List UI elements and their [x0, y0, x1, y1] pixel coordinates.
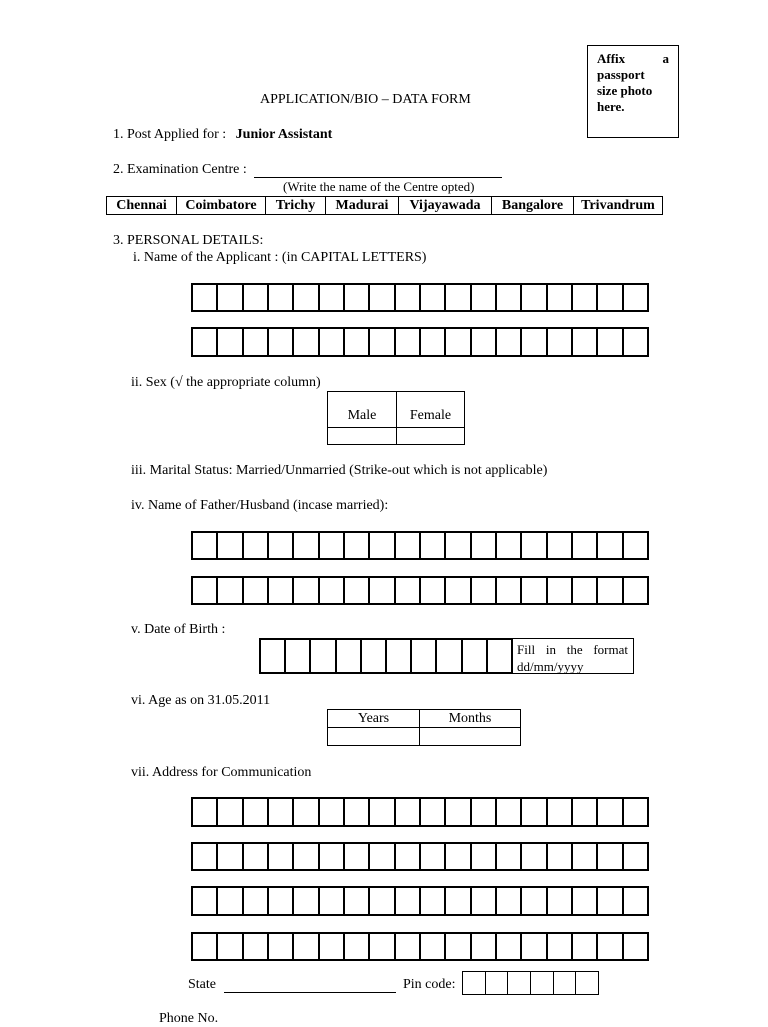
char-box[interactable]: [573, 888, 598, 914]
char-box[interactable]: [576, 972, 599, 994]
char-box[interactable]: [446, 888, 471, 914]
char-box[interactable]: [320, 578, 345, 603]
char-box[interactable]: [446, 799, 471, 825]
pin-code-boxes[interactable]: [462, 971, 599, 995]
char-box[interactable]: [421, 329, 446, 355]
char-box[interactable]: [269, 285, 294, 310]
char-box[interactable]: [463, 972, 486, 994]
char-box[interactable]: [345, 578, 370, 603]
char-box[interactable]: [320, 844, 345, 869]
char-box[interactable]: [573, 533, 598, 558]
char-box[interactable]: [193, 844, 218, 869]
char-box[interactable]: [294, 285, 319, 310]
char-box[interactable]: [370, 799, 395, 825]
applicant-name-boxes-line1[interactable]: [191, 283, 649, 312]
char-box[interactable]: [218, 888, 243, 914]
centre-option-chennai: Chennai: [107, 197, 177, 214]
char-box[interactable]: [573, 578, 598, 603]
char-box[interactable]: [463, 640, 488, 672]
char-box[interactable]: [193, 285, 218, 310]
exam-centre-input-line[interactable]: [254, 163, 502, 178]
char-box[interactable]: [497, 799, 522, 825]
char-box[interactable]: [396, 285, 421, 310]
char-box[interactable]: [598, 799, 623, 825]
char-box[interactable]: [370, 888, 395, 914]
char-box[interactable]: [446, 285, 471, 310]
char-box[interactable]: [548, 888, 573, 914]
age-months-header: Months: [448, 710, 492, 726]
char-box[interactable]: [218, 329, 243, 355]
char-box[interactable]: [269, 533, 294, 558]
dob-format-note: [512, 638, 634, 674]
char-box[interactable]: [446, 533, 471, 558]
char-box[interactable]: [337, 640, 362, 672]
char-box[interactable]: [497, 533, 522, 558]
sex-female-checkbox[interactable]: [397, 428, 464, 445]
dob-note-word-3: the: [566, 642, 583, 657]
char-box[interactable]: [531, 972, 554, 994]
char-box[interactable]: [437, 640, 462, 672]
char-box[interactable]: [320, 533, 345, 558]
char-box[interactable]: [624, 285, 649, 310]
char-box[interactable]: [508, 972, 531, 994]
char-box[interactable]: [294, 533, 319, 558]
char-box[interactable]: [387, 640, 412, 672]
char-box[interactable]: [412, 640, 437, 672]
dob-note-word-2: in: [545, 642, 556, 657]
address-boxes-line4[interactable]: [191, 932, 649, 961]
char-box[interactable]: [624, 934, 649, 959]
char-box[interactable]: [522, 329, 547, 355]
char-box[interactable]: [472, 934, 497, 959]
char-box[interactable]: [269, 329, 294, 355]
dob-note-word-1: Fill: [517, 642, 536, 657]
char-box[interactable]: [294, 844, 319, 869]
char-box[interactable]: [396, 329, 421, 355]
photo-text-affix: Affix: [597, 51, 626, 66]
char-box[interactable]: [446, 934, 471, 959]
char-box[interactable]: [421, 888, 446, 914]
sex-male-header: Male: [328, 392, 397, 427]
char-box[interactable]: [345, 285, 370, 310]
char-box[interactable]: [294, 799, 319, 825]
char-box[interactable]: [244, 888, 269, 914]
sex-male-checkbox[interactable]: [328, 428, 397, 445]
char-box[interactable]: [573, 329, 598, 355]
age-years-header: Years: [328, 710, 420, 727]
char-box[interactable]: [421, 844, 446, 869]
age-label: vi. Age as on 31.05.2011: [131, 693, 271, 708]
centre-option-coimbatore: Coimbatore: [177, 197, 266, 214]
char-box[interactable]: [522, 799, 547, 825]
char-box[interactable]: [522, 844, 547, 869]
char-box[interactable]: [486, 972, 509, 994]
char-box[interactable]: [497, 578, 522, 603]
char-box[interactable]: [598, 578, 623, 603]
centre-option-trichy: Trichy: [266, 197, 326, 214]
char-box[interactable]: [193, 799, 218, 825]
char-box[interactable]: [370, 578, 395, 603]
dob-note-word-4: format: [593, 642, 628, 657]
char-box[interactable]: [573, 934, 598, 959]
char-box[interactable]: [548, 799, 573, 825]
char-box[interactable]: [396, 533, 421, 558]
address-label: vii. Address for Communication: [131, 765, 312, 780]
photo-text-line2: passport: [597, 67, 645, 82]
char-box[interactable]: [370, 285, 395, 310]
char-box[interactable]: [472, 329, 497, 355]
char-box[interactable]: [554, 972, 577, 994]
dob-note-format: dd/mm/yyyy: [517, 659, 584, 674]
char-box[interactable]: [446, 844, 471, 869]
personal-details-heading: 3. PERSONAL DETAILS:: [113, 233, 264, 248]
char-box[interactable]: [269, 844, 294, 869]
char-box[interactable]: [320, 799, 345, 825]
address-boxes-line2[interactable]: [191, 842, 649, 871]
exam-centre-label: 2. Examination Centre :: [113, 162, 247, 177]
form-title: APPLICATION/BIO – DATA FORM: [260, 92, 471, 107]
char-box[interactable]: [472, 799, 497, 825]
applicant-name-label: i. Name of the Applicant : (in CAPITAL LETTERS): [133, 250, 427, 265]
char-box[interactable]: [362, 640, 387, 672]
char-box[interactable]: [548, 934, 573, 959]
char-box[interactable]: [548, 844, 573, 869]
post-applied-row: [113, 127, 332, 143]
char-box[interactable]: [573, 285, 598, 310]
char-box[interactable]: [294, 934, 319, 959]
char-box[interactable]: [320, 934, 345, 959]
char-box[interactable]: [261, 640, 286, 672]
char-box[interactable]: [370, 329, 395, 355]
char-box[interactable]: [624, 533, 649, 558]
char-box[interactable]: [497, 934, 522, 959]
char-box[interactable]: [320, 888, 345, 914]
char-box[interactable]: [218, 934, 243, 959]
char-box[interactable]: [218, 799, 243, 825]
char-box[interactable]: [522, 285, 547, 310]
char-box[interactable]: [244, 578, 269, 603]
father-name-boxes-line1[interactable]: [191, 531, 649, 560]
char-box[interactable]: [598, 533, 623, 558]
char-box[interactable]: [421, 578, 446, 603]
sex-table: [327, 391, 465, 445]
char-box[interactable]: [193, 934, 218, 959]
char-box[interactable]: [345, 329, 370, 355]
char-box[interactable]: [421, 533, 446, 558]
age-months-input[interactable]: [420, 728, 520, 745]
centre-option-trivandrum: Trivandrum: [581, 198, 655, 213]
char-box[interactable]: [624, 844, 649, 869]
char-box[interactable]: [244, 329, 269, 355]
char-box[interactable]: [345, 799, 370, 825]
char-box[interactable]: [624, 888, 649, 914]
char-box[interactable]: [421, 285, 446, 310]
char-box[interactable]: [522, 934, 547, 959]
char-box[interactable]: [472, 578, 497, 603]
char-box[interactable]: [488, 640, 513, 672]
char-box[interactable]: [193, 888, 218, 914]
sex-label: ii. Sex (√ the appropriate column): [131, 375, 321, 390]
char-box[interactable]: [446, 578, 471, 603]
char-box[interactable]: [598, 329, 623, 355]
dob-boxes[interactable]: [259, 638, 513, 674]
char-box[interactable]: [421, 934, 446, 959]
char-box[interactable]: [370, 533, 395, 558]
photo-text-line3: size photo: [597, 83, 653, 98]
photo-placeholder-box: [587, 45, 679, 138]
char-box[interactable]: [193, 329, 218, 355]
father-name-label: iv. Name of Father/Husband (incase married):: [131, 498, 389, 513]
char-box[interactable]: [522, 533, 547, 558]
char-box[interactable]: [472, 533, 497, 558]
centre-option-bangalore: Bangalore: [492, 197, 574, 214]
applicant-name-boxes-line2[interactable]: [191, 327, 649, 357]
char-box[interactable]: [472, 285, 497, 310]
char-box[interactable]: [522, 888, 547, 914]
char-box[interactable]: [598, 888, 623, 914]
state-label: State: [188, 977, 216, 992]
char-box[interactable]: [269, 934, 294, 959]
char-box[interactable]: [370, 934, 395, 959]
marital-status-text: iii. Marital Status: Married/Unmarried (Strike-out which is not applicable): [131, 463, 548, 478]
char-box[interactable]: [218, 533, 243, 558]
char-box[interactable]: [548, 329, 573, 355]
post-label: 1. Post Applied for :: [113, 127, 227, 142]
age-years-input[interactable]: [328, 728, 420, 745]
char-box[interactable]: [193, 578, 218, 603]
char-box[interactable]: [345, 934, 370, 959]
char-box[interactable]: [244, 285, 269, 310]
char-box[interactable]: [472, 888, 497, 914]
char-box[interactable]: [573, 844, 598, 869]
char-box[interactable]: [269, 799, 294, 825]
char-box[interactable]: [286, 640, 311, 672]
char-box[interactable]: [396, 578, 421, 603]
char-box[interactable]: [497, 888, 522, 914]
char-box[interactable]: [320, 329, 345, 355]
char-box[interactable]: [497, 285, 522, 310]
char-box[interactable]: [446, 329, 471, 355]
char-box[interactable]: [218, 285, 243, 310]
char-box[interactable]: [345, 533, 370, 558]
char-box[interactable]: [497, 844, 522, 869]
father-name-boxes-line2[interactable]: [191, 576, 649, 605]
char-box[interactable]: [244, 934, 269, 959]
exam-centre-note: (Write the name of the Centre opted): [283, 179, 475, 194]
char-box[interactable]: [396, 844, 421, 869]
char-box[interactable]: [269, 888, 294, 914]
char-box[interactable]: [218, 844, 243, 869]
char-box[interactable]: [320, 285, 345, 310]
char-box[interactable]: [311, 640, 336, 672]
char-box[interactable]: [472, 844, 497, 869]
char-box[interactable]: [269, 578, 294, 603]
photo-text-line4: here.: [597, 99, 625, 114]
char-box[interactable]: [294, 888, 319, 914]
state-row: [188, 977, 396, 993]
char-box[interactable]: [624, 799, 649, 825]
char-box[interactable]: [396, 934, 421, 959]
char-box[interactable]: [193, 533, 218, 558]
char-box[interactable]: [294, 329, 319, 355]
address-boxes-line3[interactable]: [191, 886, 649, 916]
centre-option-madurai: Madurai: [326, 197, 399, 214]
char-box[interactable]: [598, 285, 623, 310]
char-box[interactable]: [548, 285, 573, 310]
pin-code-label: Pin code:: [403, 977, 456, 992]
state-input-line[interactable]: [224, 978, 396, 993]
char-box[interactable]: [573, 799, 598, 825]
char-box[interactable]: [244, 844, 269, 869]
char-box[interactable]: [244, 533, 269, 558]
centre-option-vijayawada: Vijayawada: [399, 197, 492, 214]
char-box[interactable]: [396, 799, 421, 825]
char-box[interactable]: [598, 844, 623, 869]
dob-label: v. Date of Birth :: [131, 622, 226, 637]
char-box[interactable]: [370, 844, 395, 869]
char-box[interactable]: [624, 329, 649, 355]
char-box[interactable]: [624, 578, 649, 603]
char-box[interactable]: [548, 578, 573, 603]
age-table: [327, 709, 521, 746]
photo-text-a: a: [662, 51, 669, 66]
address-boxes-line1[interactable]: [191, 797, 649, 827]
char-box[interactable]: [522, 578, 547, 603]
char-box[interactable]: [294, 578, 319, 603]
exam-centre-row: [113, 162, 502, 178]
char-box[interactable]: [345, 888, 370, 914]
char-box[interactable]: [421, 799, 446, 825]
char-box[interactable]: [548, 533, 573, 558]
char-box[interactable]: [218, 578, 243, 603]
sex-female-header: Female: [409, 408, 452, 423]
phone-label: Phone No.: [159, 1011, 219, 1026]
centre-options-table: [106, 196, 663, 215]
char-box[interactable]: [396, 888, 421, 914]
post-value: Junior Assistant: [235, 127, 333, 142]
char-box[interactable]: [598, 934, 623, 959]
char-box[interactable]: [244, 799, 269, 825]
char-box[interactable]: [497, 329, 522, 355]
char-box[interactable]: [345, 844, 370, 869]
